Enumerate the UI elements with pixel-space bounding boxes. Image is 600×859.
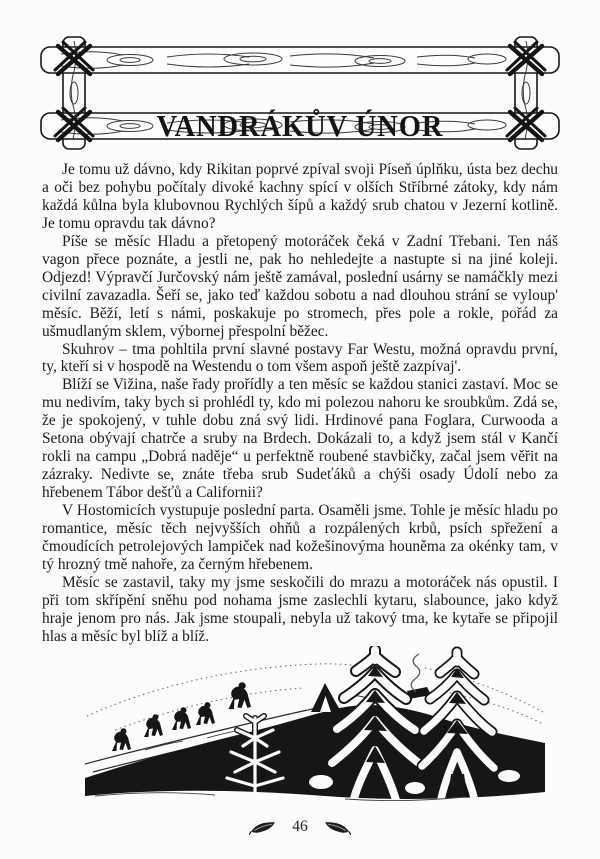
- paragraph: Píše se měsíc Hladu a přetopený motoráček čeká v Zadní Třebani. Ten náš vagon přece poznáte, a jestli ne, pak ho nehledejte a nastupte si na jiné koleji. Odjezd! Výpravčí Jurčovský nám ještě zamával, poslední usárny se namáčkly mezi civilní zavazadla. Šeří se, jako teď každou sobotu a nad dlouhou strání se vyloup' měsíc. Běží, letí s námi, poskakuje po stromech, přes pole a rokle, pořád za ušmudlaným sklem, výbornej přespolní běžec.: [42, 232, 558, 340]
- paragraph: V Hostomicích vystupuje poslední parta. Osaměli jsme. Tohle je měsíc hladu po romantice, měsíc těch nejvyšších ohňů a rozpálených krbů, psích spřežení a čmoudících petrolejových lampiček nad kožešinovýma houněma za okénky tam, v tý hrozný tmě nahoře, za černým hřebenem.: [42, 502, 558, 573]
- chapter-title: VANDRÁKŮV ÚNOR: [156, 108, 444, 143]
- chapter-header-frame: [35, 33, 565, 153]
- page-number: 46: [292, 818, 308, 835]
- paragraph: Skuhrov – tma pohltila první slavné postavy Far Westu, možná opravdu první, ty, kteří si v hospodě na Westendu o tom všem aspoň ještě zazpívaj'.: [42, 340, 558, 376]
- winter-hike-illustration: [85, 646, 545, 810]
- paragraph: Blíží se Vižina, naše řady prořídly a ten měsíc se každou stanici zastaví. Moc se mu nedivím, taky bych si prohlédl ty, kdo mi polezou nahoru ke sroubkům. Zdá se, že je spokojený, v tuhle dobu zná svý lidi. Hrdinové pana Foglara, Curwooda a Setona obývají chatrče a sruby na Brdech. Dokázali to, a když jsem stál v Kančí rokli na campu „Dobrá naděje“ u perfektně roubené stavbičky, začal jsem věřit na zázraky. Nedivte se, znáte třeba srub Sudeťáků a chýši osady Údolí nebo za hřebenem Tábor dešťů a Californii?: [42, 376, 558, 502]
- article: [42, 161, 558, 646]
- paragraph: Je tomu už dávno, kdy Rikitan poprvé zpíval svoji Píseň úplňku, ústa bez dechu a oči bez pohybu počítaly divoké kachny spící v olších Stříbrné zátoky, kdy nám každá kůlna byla klubovnou Rychlých šípů a každý srub chatou v Jezerní kotlině. Je tomu opravdu tak dávno?: [42, 161, 558, 232]
- leaf-icon: [249, 818, 276, 837]
- page-footer: [0, 812, 600, 842]
- paragraph: Měsíc se zastavil, taky my jsme seskočili do mrazu a motoráček nás opustil. I při tom skřípění sněhu pod nohama jsme zaslechli kytaru, slabounce, jako když hraje jenom pro nás. Jak jsme stoupali, nebyla už takový tma, ke kytaře se připojil hlas a měsíc byl blíž a blíž.: [42, 573, 558, 645]
- winter-hike-drawing: [85, 646, 545, 810]
- leaf-icon: [324, 818, 351, 837]
